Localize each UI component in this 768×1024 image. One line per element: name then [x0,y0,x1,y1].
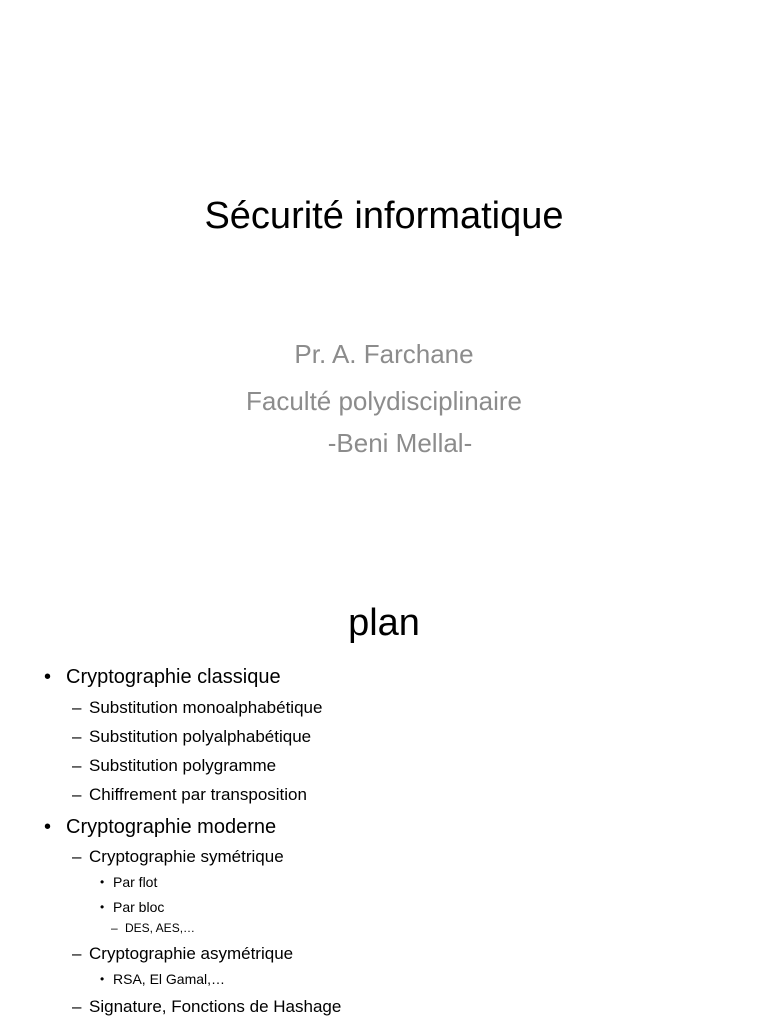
dash-icon: – [72,944,82,963]
institution-name: Faculté polydisciplinaire [245,386,523,416]
dash-icon: – [72,698,82,717]
dash-icon: – [72,847,82,866]
outline-item-label: DES, AES,… [125,921,196,935]
dash-icon: – [72,727,82,746]
outline-item-label: Chiffrement par transposition [89,785,307,804]
presentation-title: Sécurité informatique [204,195,564,237]
bullet-icon: • [44,666,52,688]
outline-item-label: Substitution polygramme [89,756,277,775]
author-name: Pr. A. Farchane [294,339,474,369]
outline-item-label: Signature, Fonctions de Hashage [89,997,342,1016]
bullet-icon: • [44,816,52,838]
outline-item-label: RSA, El Gamal,… [113,971,226,987]
institution-city: -Beni Mellal- [327,428,473,458]
plan-slide [0,576,768,1024]
dash-icon: – [111,921,118,935]
outline-item-label: Cryptographie classique [66,666,281,688]
outline-item-label: Cryptographie moderne [66,816,277,838]
bullet-icon: • [100,900,105,914]
dash-icon: – [72,997,82,1016]
dash-icon: – [72,756,82,775]
outline-item-label: Cryptographie symétrique [89,847,284,866]
bullet-icon: • [100,875,105,889]
outline-item-label: Substitution monoalphabétique [89,698,323,717]
outline-item-label: Substitution polyalphabétique [89,727,312,746]
outline-item-label: Par bloc [113,899,165,915]
dash-icon: – [72,785,82,804]
plan-title: plan [348,602,420,644]
bullet-icon: • [100,972,105,986]
outline-item-label: Cryptographie asymétrique [89,944,294,963]
outline-item-label: Par flot [113,874,158,890]
